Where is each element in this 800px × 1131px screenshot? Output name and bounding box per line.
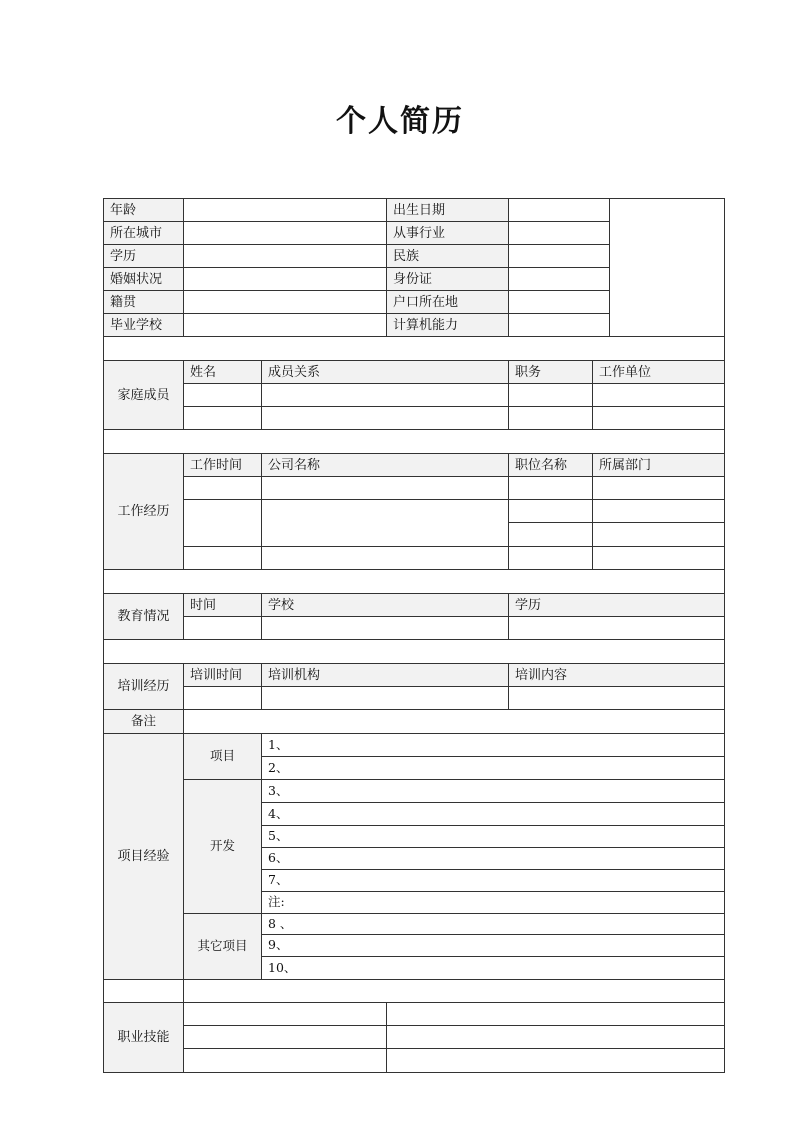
header-school: 学校 [262, 594, 509, 617]
family-position-cell[interactable] [509, 407, 593, 430]
job-title-cell[interactable] [509, 477, 593, 500]
header-name: 姓名 [184, 361, 262, 384]
skill-cell[interactable] [184, 1049, 387, 1073]
field-id-card[interactable] [509, 268, 610, 291]
label-city: 所在城市 [104, 222, 184, 245]
work-period-cell[interactable] [184, 547, 262, 570]
family-position-cell[interactable] [509, 384, 593, 407]
header-degree: 学历 [509, 594, 725, 617]
label-remarks: 备注 [104, 710, 184, 734]
training-time-cell[interactable] [184, 687, 262, 710]
job-title-cell[interactable] [509, 547, 593, 570]
project-note[interactable]: 注: [262, 892, 725, 914]
field-ethnicity[interactable] [509, 245, 610, 268]
work-period-cell[interactable] [184, 477, 262, 500]
spacer-row [104, 430, 725, 454]
spacer-row [104, 640, 725, 664]
header-department: 所属部门 [593, 454, 725, 477]
header-training-content: 培训内容 [509, 664, 725, 687]
label-industry: 从事行业 [387, 222, 509, 245]
skill-detail-cell[interactable] [387, 1003, 725, 1026]
company-name-cell[interactable] [262, 477, 509, 500]
header-training-time: 培训时间 [184, 664, 262, 687]
project-item[interactable]: 7、 [262, 870, 725, 892]
job-title-cell[interactable] [509, 523, 593, 547]
development-group-label: 开发 [184, 780, 262, 914]
company-name-cell[interactable] [262, 547, 509, 570]
header-employer: 工作单位 [593, 361, 725, 384]
section-professional-skills: 职业技能 [104, 1003, 184, 1073]
family-employer-cell[interactable] [593, 384, 725, 407]
work-period-cell[interactable] [184, 500, 262, 547]
skill-detail-cell[interactable] [387, 1026, 725, 1049]
field-marital-status[interactable] [184, 268, 387, 291]
job-title-cell[interactable] [509, 500, 593, 523]
skill-cell[interactable] [184, 1026, 387, 1049]
label-household-registration: 户口所在地 [387, 291, 509, 314]
label-id-card: 身份证 [387, 268, 509, 291]
field-household-registration[interactable] [509, 291, 610, 314]
department-cell[interactable] [593, 477, 725, 500]
header-company-name: 公司名称 [262, 454, 509, 477]
field-graduated-school[interactable] [184, 314, 387, 337]
project-item[interactable]: 10、 [262, 957, 725, 980]
field-birth-date[interactable] [509, 199, 610, 222]
section-training: 培训经历 [104, 664, 184, 710]
label-native-place: 籍贯 [104, 291, 184, 314]
field-remarks[interactable] [184, 710, 725, 734]
project-item[interactable]: 6、 [262, 848, 725, 870]
header-position: 职务 [509, 361, 593, 384]
project-item[interactable]: 2、 [262, 757, 725, 780]
family-employer-cell[interactable] [593, 407, 725, 430]
blank-cell [104, 980, 184, 1003]
training-institution-cell[interactable] [262, 687, 509, 710]
other-projects-group-label: 其它项目 [184, 914, 262, 980]
section-work-experience: 工作经历 [104, 454, 184, 570]
skill-detail-cell[interactable] [387, 1049, 725, 1073]
family-name-cell[interactable] [184, 384, 262, 407]
label-ethnicity: 民族 [387, 245, 509, 268]
family-relationship-cell[interactable] [262, 384, 509, 407]
project-item[interactable]: 9、 [262, 935, 725, 957]
section-family-members: 家庭成员 [104, 361, 184, 430]
photo-box[interactable] [610, 199, 725, 337]
degree-cell[interactable] [509, 617, 725, 640]
label-marital-status: 婚姻状况 [104, 268, 184, 291]
field-age[interactable] [184, 199, 387, 222]
field-native-place[interactable] [184, 291, 387, 314]
training-content-cell[interactable] [509, 687, 725, 710]
department-cell[interactable] [593, 500, 725, 523]
header-job-title: 职位名称 [509, 454, 593, 477]
department-cell[interactable] [593, 547, 725, 570]
education-time-cell[interactable] [184, 617, 262, 640]
field-industry[interactable] [509, 222, 610, 245]
field-education-level[interactable] [184, 245, 387, 268]
field-city[interactable] [184, 222, 387, 245]
label-education-level: 学历 [104, 245, 184, 268]
label-birth-date: 出生日期 [387, 199, 509, 222]
label-age: 年龄 [104, 199, 184, 222]
blank-cell[interactable] [184, 980, 725, 1003]
header-relationship: 成员关系 [262, 361, 509, 384]
department-cell[interactable] [593, 523, 725, 547]
header-work-period: 工作时间 [184, 454, 262, 477]
project-group-label: 项目 [184, 734, 262, 780]
field-computer-skill[interactable] [509, 314, 610, 337]
header-training-institution: 培训机构 [262, 664, 509, 687]
resume-table [103, 198, 725, 1073]
section-project-experience: 项目经验 [104, 734, 184, 980]
label-graduated-school: 毕业学校 [104, 314, 184, 337]
spacer-row [104, 570, 725, 594]
project-item[interactable]: 8 、 [262, 914, 725, 935]
project-item[interactable]: 1、 [262, 734, 725, 757]
family-relationship-cell[interactable] [262, 407, 509, 430]
project-item[interactable]: 5、 [262, 826, 725, 848]
company-name-cell[interactable] [262, 500, 509, 547]
school-cell[interactable] [262, 617, 509, 640]
family-name-cell[interactable] [184, 407, 262, 430]
label-computer-skill: 计算机能力 [387, 314, 509, 337]
project-item[interactable]: 4、 [262, 803, 725, 826]
page-title: 个人简历 [336, 104, 464, 139]
project-item[interactable]: 3、 [262, 780, 725, 803]
spacer-row [104, 337, 725, 361]
header-education-time: 时间 [184, 594, 262, 617]
section-education: 教育情况 [104, 594, 184, 640]
skill-cell[interactable] [184, 1003, 387, 1026]
